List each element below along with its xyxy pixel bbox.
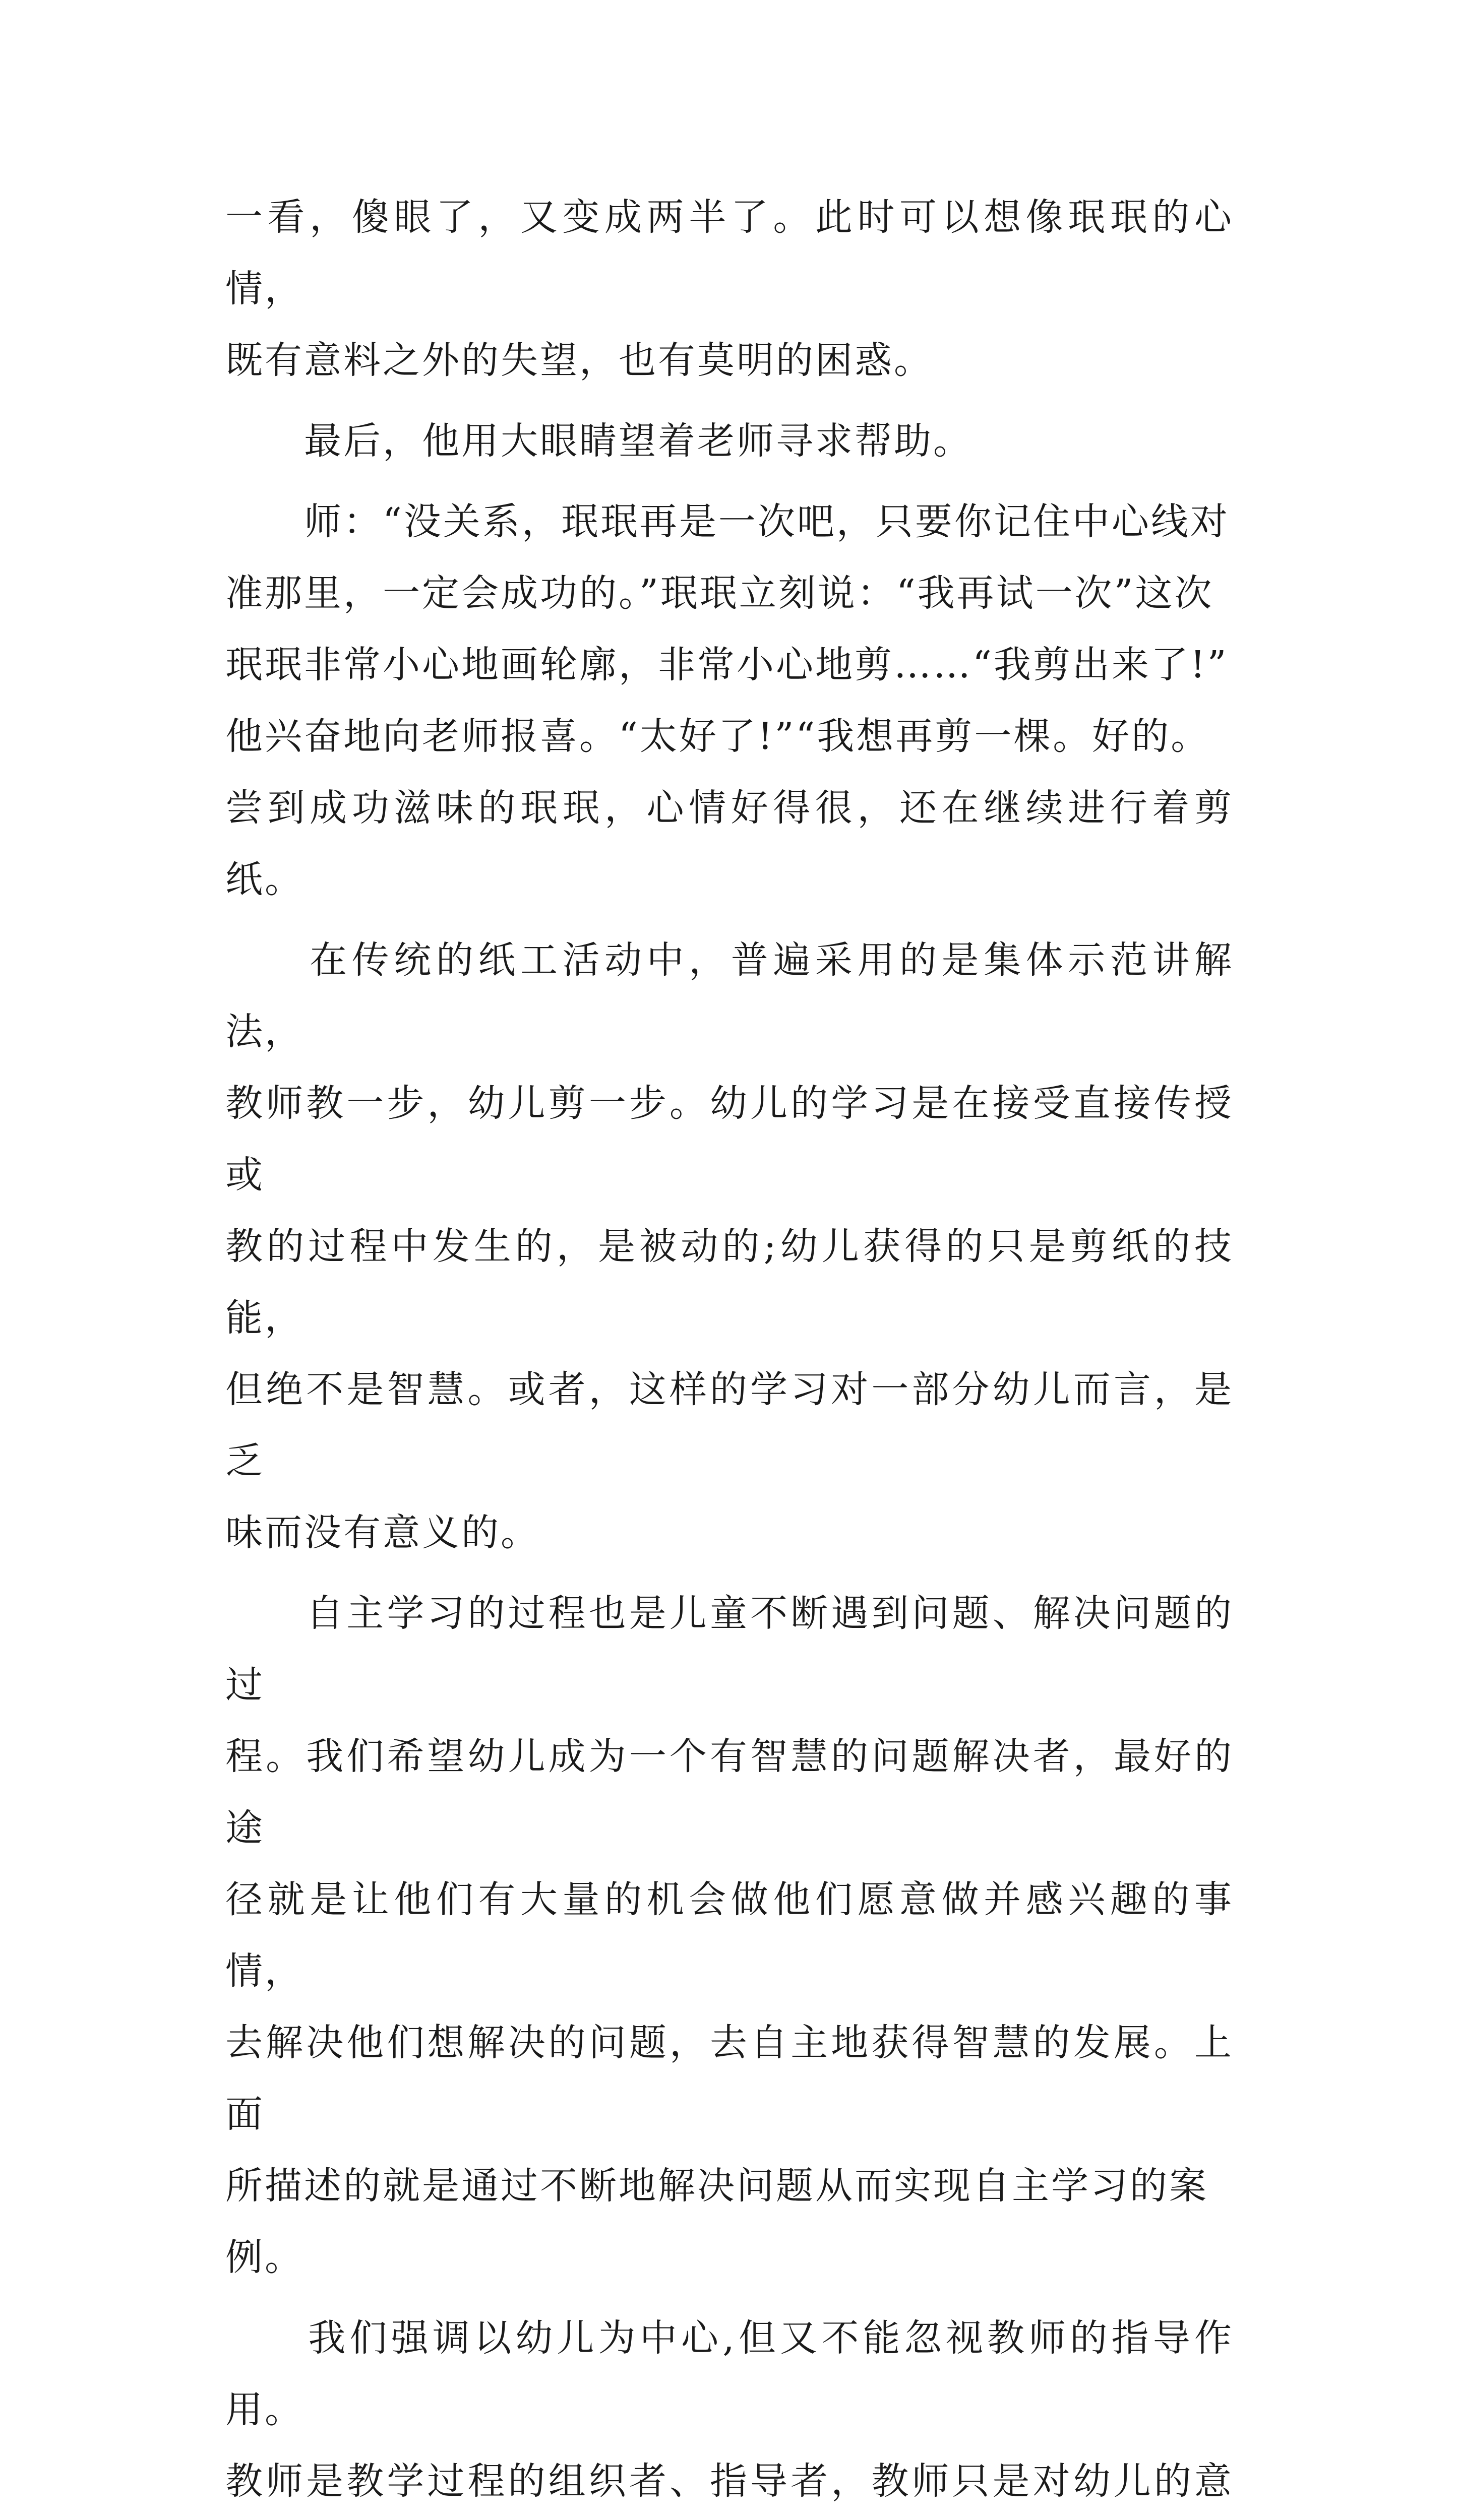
body-text [225,181,1234,2520]
paragraph-5: 自主学习的过程也是儿童不断遇到问题、解决问题的过 程。我们希望幼儿成为一个有智慧的问题解决者，最好的途 径就是让他们有大量的机会做他们愿意做并感兴趣的事情， 去解决他们想解决的问题，去自主地获得智慧的发展。上面 所描述的就是通过不断地解决问题从而实现自主学习的案 例。 [225,1592,1234,2279]
paragraph-3: 师：“没关系，珉珉再是一次吧，只要你记住中心线对 准那里，一定会成功的。”珉珉立刻说：“我再试一次”这次 珉珉非常小心地画轮廓，非常小心地剪……“我剪出来了!” 他兴奋地向老师报喜。“太好了!”“我想再剪一棵。好的。 尝到成功滋味的珉珉，心情好得很，还在继续进行着剪纸。 [225,500,1234,901]
paragraph-gap [225,396,1234,405]
paragraph-6: 我们强调以幼儿为中心,但又不能忽视教师的指导作用。 教师是教学过程的组织者、指导者，教师只是对幼儿的意 [225,2316,1234,2503]
paragraph-2: 最后，他用大眼睛望着老师寻求帮助。 [225,419,972,463]
paragraph-gap [225,915,1234,924]
paragraph-gap [225,477,1234,486]
paragraph-gap [225,1568,1234,1578]
paragraph-4: 在传统的纸工活动中，普遍采用的是集体示范讲解法， 教师教一步，幼儿剪一步。幼儿的学习是在接受直接传授或 教的过程中发生的，是被动的;幼儿获得的只是剪纸的技能， 但绝不是智慧。或者，这样的学习对一部分幼儿而言，是乏 味而没有意义的。 [225,938,1234,1554]
paragraph-gap [225,2293,1234,2302]
paragraph-1: 一看，傻眼了，又变成两半了。此时可以想像珉珉的心情， 既有意料之外的失望，也有莫明的困惑。 [225,196,1234,382]
